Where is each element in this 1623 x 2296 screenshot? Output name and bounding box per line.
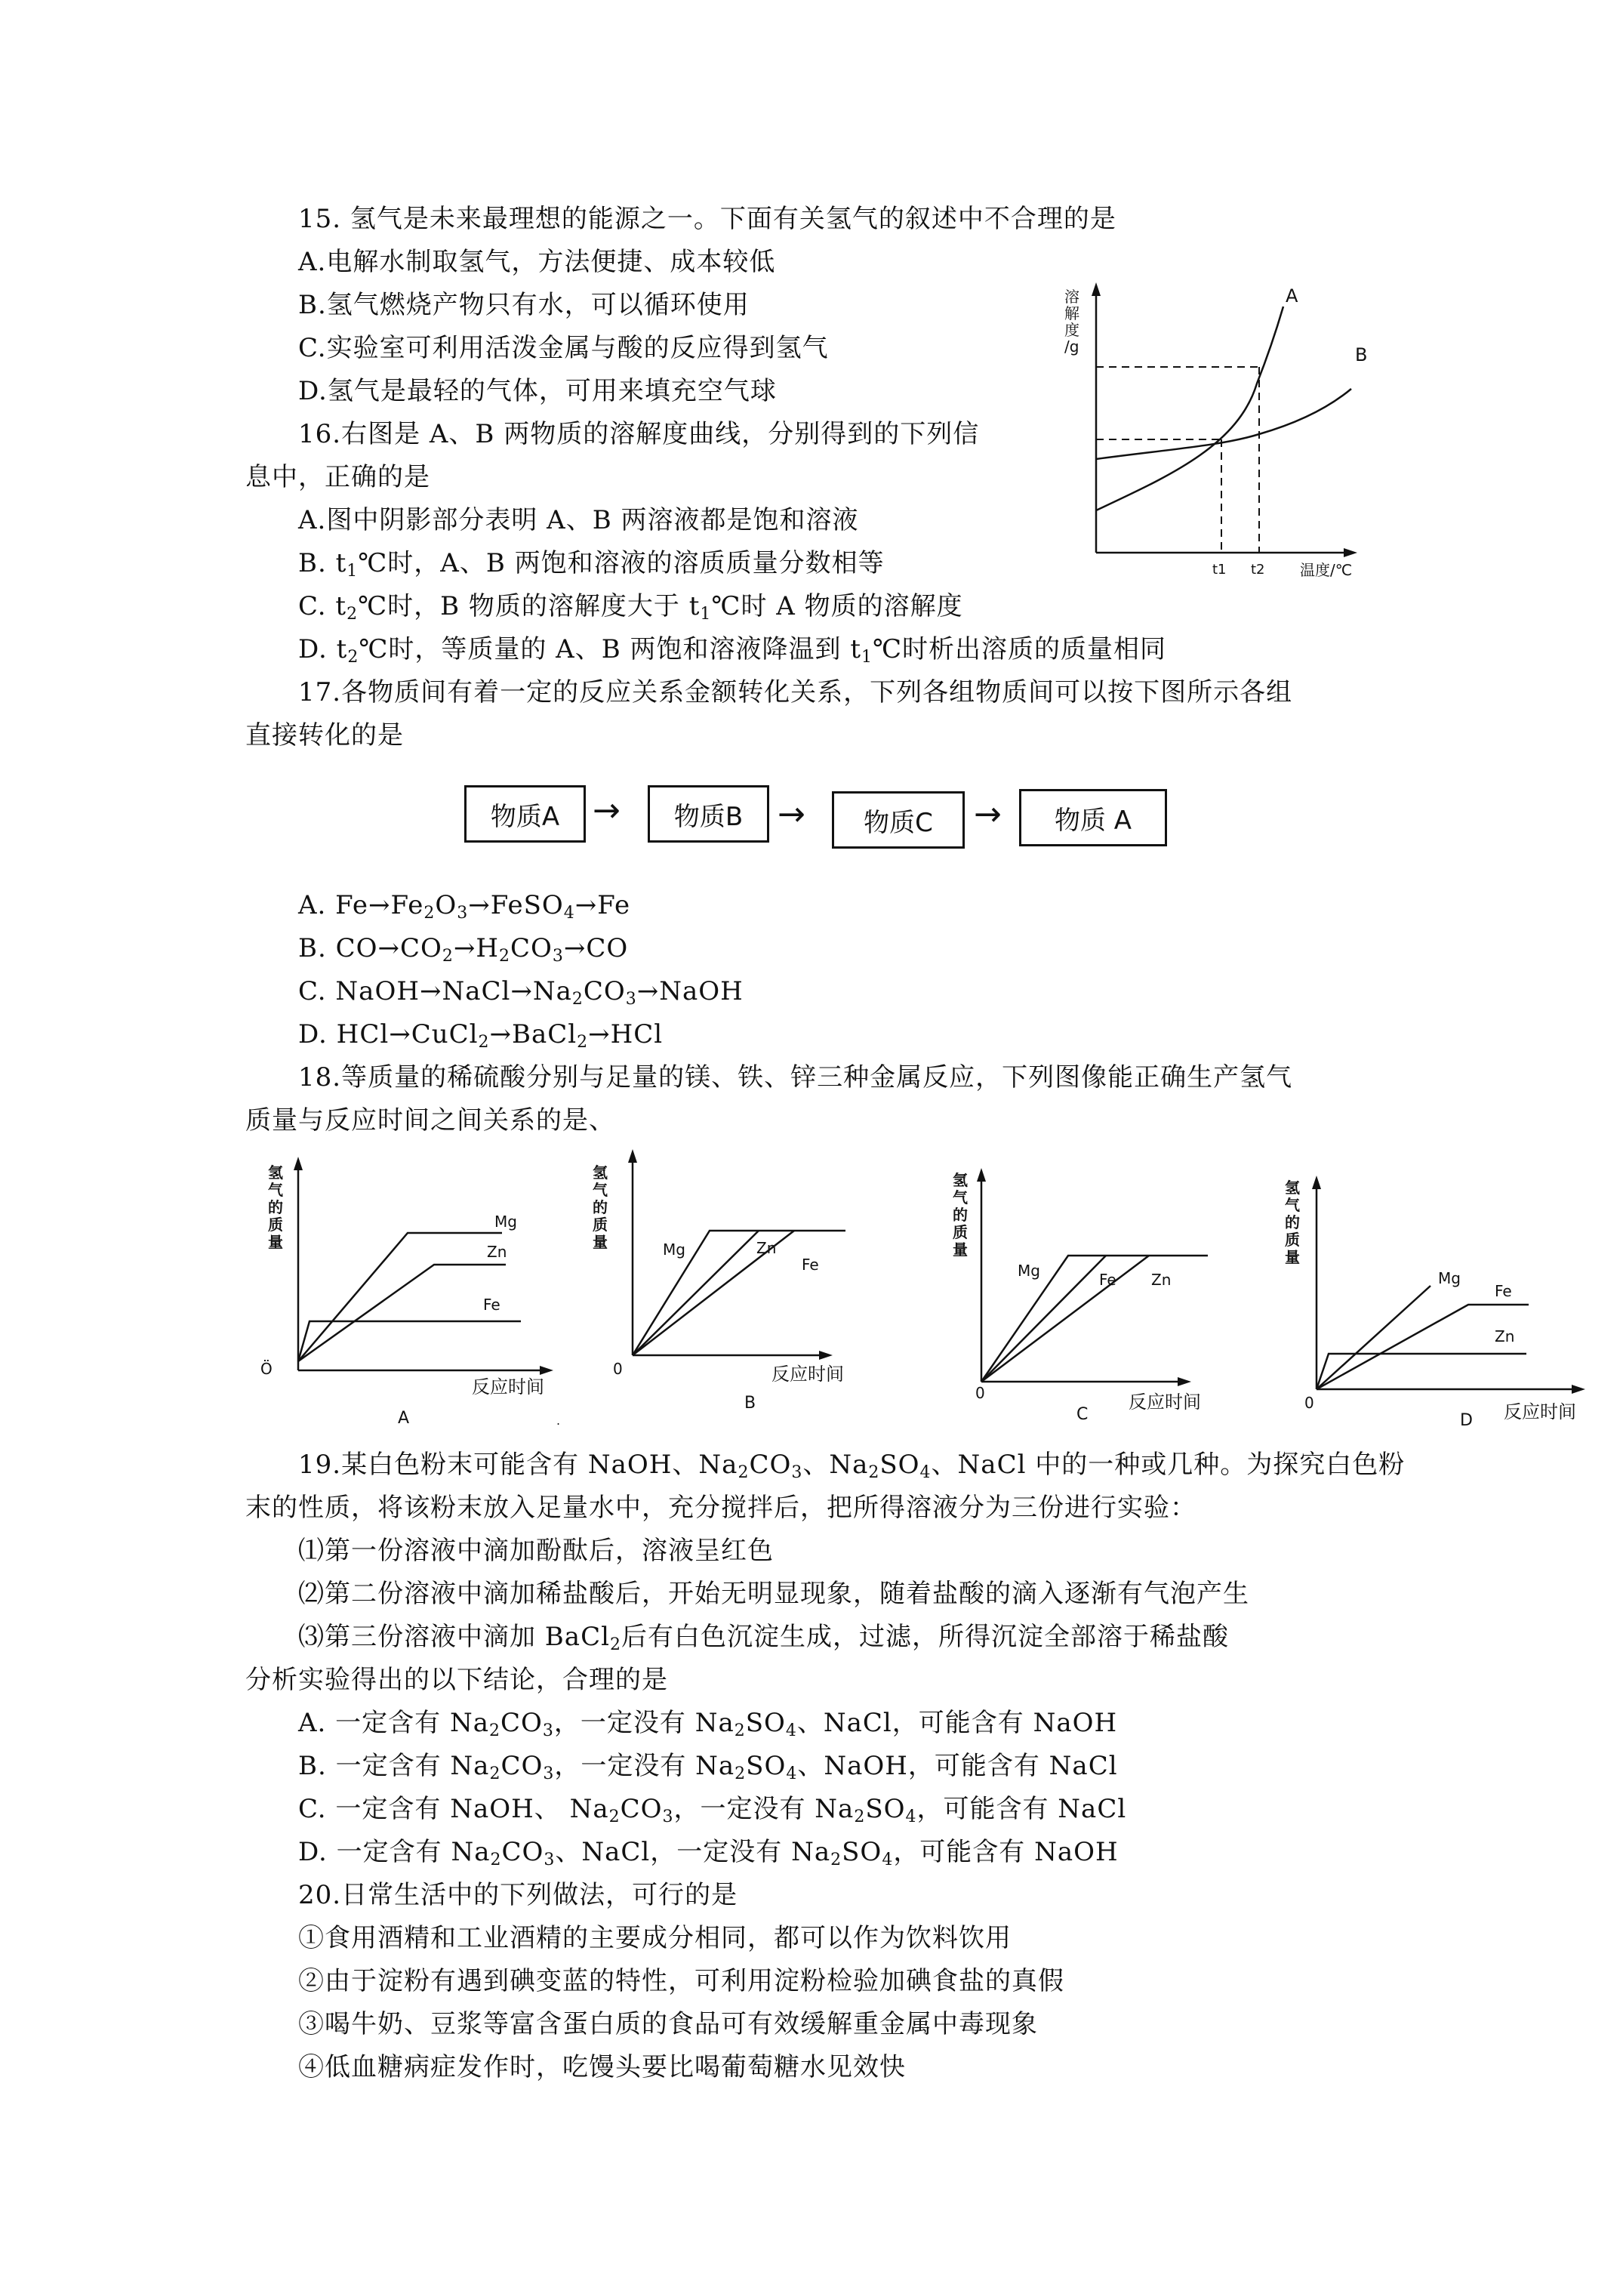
graph-a-zn-line	[298, 1265, 506, 1361]
q17-option-a: A. $Fe\to Fe_2O_3\to FeSO_4\to Fe$	[298, 890, 631, 923]
q19-stem-line1: 19.某白色粉末可能含有 NaOH、$Na_2CO_3$、$Na_2SO_4$、NaCl 中的一种或几种。为探究白色粉	[298, 1450, 1406, 1482]
graph-d-mg-line	[1317, 1286, 1431, 1389]
svg-text:Ö: Ö	[260, 1360, 273, 1378]
q18-stem-line2: 质量与反应时间之间关系的是、	[245, 1105, 615, 1136]
q16-option-c: C. $t_2℃$时，B 物质的溶解度大于 $t_1℃$时 A 物质的溶解度	[298, 591, 963, 624]
y-label-2: 解	[1064, 304, 1079, 322]
q17-option-d: D. HCl→CuCl$_2$→BaCl$_2$→HCl	[298, 1019, 664, 1052]
q15-option-d: D.氢气是最轻的气体，可用来填充空气球	[298, 376, 777, 406]
svg-text:Fe: Fe	[483, 1296, 500, 1314]
flow-arrow-3: →	[974, 795, 1002, 834]
svg-text:质: 质	[268, 1216, 283, 1234]
svg-text:Zn: Zn	[487, 1243, 507, 1261]
q19-option-a: A. 一定含有 $Na_2CO_3$，一定没有 $Na_2SO_4$、NaCl，可能含有 NaOH	[298, 1708, 1118, 1740]
q19-experiment-1: ⑴第一份溶液中滴加酚酞后，溶液呈红色	[298, 1536, 774, 1566]
q19-experiment-2: ⑵第二份溶液中滴加稀盐酸后，开始无明显现象，随着盐酸的滴入逐渐有气泡产生	[298, 1579, 1249, 1609]
svg-text:氢: 氢	[953, 1171, 968, 1189]
q19-option-b: B. 一定含有 $Na_2CO_3$，一定没有 $Na_2SO_4$、NaOH，可能含有 NaCl	[298, 1751, 1118, 1783]
svg-text:量: 量	[268, 1233, 283, 1251]
q15-stem: 15. 氢气是未来最理想的能源之一。下面有关氢气的叙述中不合理的是	[298, 204, 1116, 234]
q19-option-d: D. 一定含有 $Na_2CO_3$、NaCl，一定没有 $Na_2SO_4$，可能含有 NaOH	[298, 1837, 1119, 1869]
svg-text:B: B	[744, 1394, 756, 1413]
svg-text:氢: 氢	[593, 1163, 608, 1182]
graph-a	[245, 1151, 562, 1431]
q17-option-b: B. $CO\to CO_2\to H_2CO_3\to CO$	[298, 933, 629, 966]
graph-c	[936, 1155, 1253, 1435]
y-label-1: 溶	[1064, 288, 1079, 306]
x-axis-label: 温度/℃	[1300, 561, 1353, 579]
graph-c-fe-line	[981, 1256, 1106, 1382]
svg-text:D: D	[1460, 1411, 1473, 1430]
svg-text:0: 0	[1304, 1394, 1314, 1412]
svg-text:Mg: Mg	[1018, 1262, 1040, 1280]
t1-label: t1	[1212, 562, 1227, 578]
svg-text:C: C	[1076, 1405, 1089, 1424]
svg-text:反应时间: 反应时间	[1504, 1401, 1576, 1422]
graph-d	[1268, 1174, 1585, 1435]
svg-text:Fe: Fe	[802, 1256, 819, 1274]
q17-stem-line1: 17.各物质间有着一定的反应关系金额转化关系，下列各组物质间可以按下图所示各组	[298, 677, 1293, 707]
svg-text:Mg: Mg	[663, 1240, 685, 1259]
curve-b-label: B	[1355, 344, 1368, 365]
svg-text:氢: 氢	[1285, 1179, 1300, 1197]
flow-arrow-2: →	[778, 795, 805, 834]
svg-text:的: 的	[953, 1206, 968, 1224]
q16-option-a: A.图中阴影部分表明 A、B 两溶液都是饱和溶液	[298, 505, 859, 535]
q15-option-a: A.电解水制取氢气，方法便捷、成本较低	[298, 247, 776, 277]
svg-text:气: 气	[593, 1181, 608, 1199]
svg-text:气: 气	[268, 1181, 283, 1199]
flow-box-4: 物质 A	[1019, 789, 1167, 846]
t2-label: t2	[1251, 562, 1265, 578]
svg-text:量: 量	[1285, 1248, 1300, 1266]
graph-c-zn-line	[981, 1256, 1149, 1382]
svg-text:质: 质	[953, 1223, 968, 1241]
q15-option-c: C.实验室可利用活泼金属与酸的反应得到氢气	[298, 333, 829, 363]
svg-text:质: 质	[593, 1216, 608, 1234]
svg-text:Mg: Mg	[1438, 1269, 1461, 1287]
svg-text:0: 0	[975, 1384, 985, 1402]
svg-text:.: .	[556, 1413, 561, 1428]
q20-item-4: ④低血糖病症发作时，吃馒头要比喝葡萄糖水见效快	[298, 2052, 906, 2082]
y-label-3: 度	[1064, 321, 1079, 339]
solubility-y-arrow	[1092, 282, 1101, 296]
svg-text:量: 量	[593, 1233, 608, 1251]
curve-a-label: A	[1286, 285, 1298, 307]
flow-arrow-1: →	[593, 791, 621, 830]
svg-text:A: A	[398, 1409, 410, 1428]
q20-item-2: ②由于淀粉有遇到碘变蓝的特性，可利用淀粉检验加碘食盐的真假	[298, 1966, 1064, 1996]
q16-stem-line1: 16.右图是 A、B 两物质的溶解度曲线，分别得到的下列信	[298, 419, 980, 449]
y-label-4: /g	[1064, 337, 1079, 356]
flow-box-1: 物质A	[464, 785, 586, 843]
svg-text:量: 量	[953, 1240, 968, 1259]
q15-option-b: B.氢气燃烧产物只有水，可以循环使用	[298, 290, 750, 320]
svg-text:气: 气	[953, 1188, 968, 1207]
q16-option-d: D. $t_2℃$时，等质量的 A、B 两饱和溶液降温到 $t_1℃$时析出溶质的质量相同	[298, 634, 1167, 667]
svg-text:Zn: Zn	[1495, 1327, 1515, 1345]
flow-box-3: 物质C	[832, 791, 965, 849]
svg-text:Zn: Zn	[1151, 1271, 1172, 1289]
q20-stem: 20.日常生活中的下列做法，可行的是	[298, 1880, 738, 1910]
svg-text:Zn: Zn	[756, 1239, 777, 1257]
q19-experiment-3: ⑶第三份溶液中滴加 BaCl$_2$后有白色沉淀生成，过滤，所得沉淀全部溶于稀盐酸	[298, 1622, 1229, 1654]
svg-text:反应时间: 反应时间	[472, 1376, 544, 1398]
q19-stem-line2: 末的性质，将该粉末放入足量水中，充分搅拌后，把所得溶液分为三份进行实验：	[245, 1493, 1196, 1523]
svg-text:0: 0	[613, 1360, 623, 1378]
svg-text:氢: 氢	[268, 1163, 283, 1182]
graph-b	[566, 1140, 868, 1431]
q20-item-3: ③喝牛奶、豆浆等富含蛋白质的食品可有效缓解重金属中毒现象	[298, 2009, 1038, 2039]
curve-a	[1096, 307, 1283, 510]
svg-text:质: 质	[1285, 1231, 1300, 1249]
q20-item-1: ①食用酒精和工业酒精的主要成分相同，都可以作为饮料饮用	[298, 1923, 1012, 1953]
q17-stem-line2: 直接转化的是	[245, 720, 404, 750]
svg-text:Fe: Fe	[1495, 1282, 1512, 1300]
curve-b	[1096, 389, 1351, 459]
svg-text:Mg: Mg	[494, 1213, 517, 1231]
svg-text:的: 的	[268, 1198, 283, 1216]
svg-text:Fe: Fe	[1099, 1271, 1116, 1289]
q16-stem-line2: 息中，正确的是	[245, 462, 430, 492]
solubility-graph	[1057, 272, 1374, 589]
svg-text:的: 的	[1285, 1213, 1300, 1231]
graph-c-mg-line	[981, 1256, 1208, 1382]
q16-option-b: B. $t_1℃$时，A、B 两饱和溶液的溶质质量分数相等	[298, 548, 885, 581]
q19-stem-line3: 分析实验得出的以下结论，合理的是	[245, 1665, 668, 1695]
svg-text:气: 气	[1285, 1196, 1300, 1214]
solubility-x-arrow	[1344, 548, 1357, 557]
q18-stem-line1: 18.等质量的稀硫酸分别与足量的镁、铁、锌三种金属反应，下列图像能正确生产氢气	[298, 1062, 1293, 1093]
svg-text:的: 的	[593, 1198, 608, 1216]
q17-option-c: C. $NaOH\to NaCl\to Na_2CO_3\to NaOH$	[298, 976, 744, 1009]
q19-option-c: C. 一定含有 NaOH、 $Na_2CO_3$，一定没有 $Na_2SO_4$，可能含有 NaCl	[298, 1794, 1127, 1826]
graph-a-mg-line	[298, 1233, 502, 1361]
svg-text:反应时间: 反应时间	[1129, 1391, 1201, 1413]
flow-box-2: 物质B	[648, 785, 769, 843]
graph-b-zn-line	[633, 1231, 759, 1355]
graph-a-fe-line	[298, 1321, 521, 1361]
graph-d-fe-line	[1317, 1305, 1529, 1389]
svg-text:反应时间: 反应时间	[771, 1364, 844, 1385]
